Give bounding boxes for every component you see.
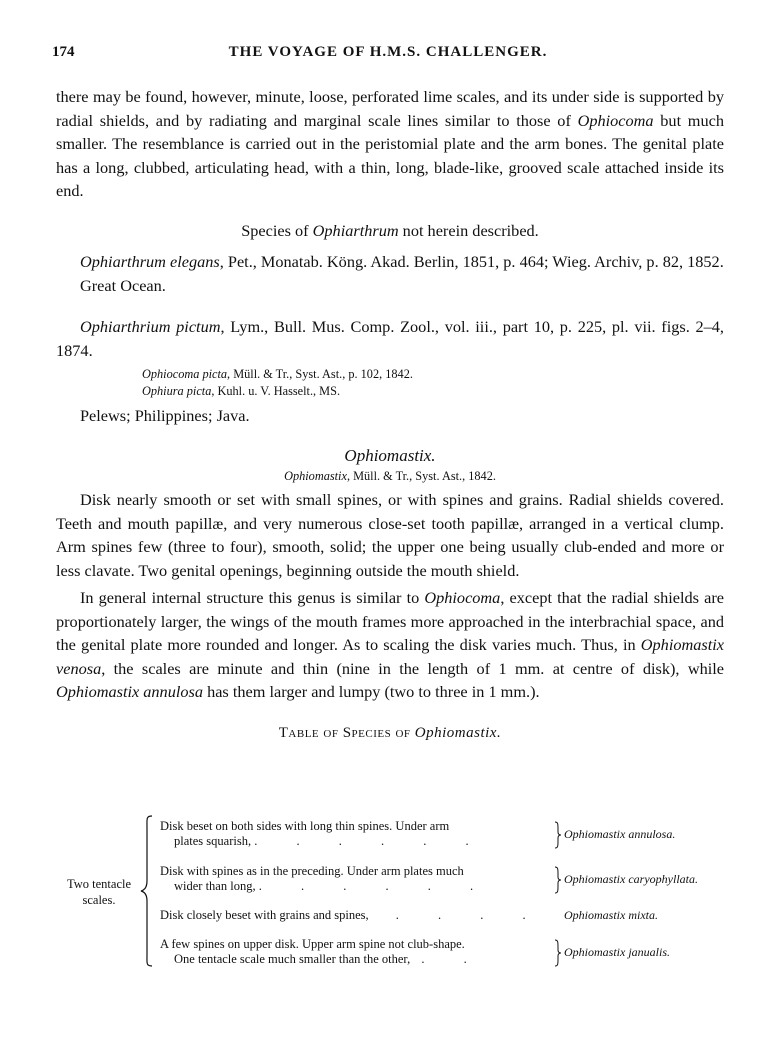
body-text [56,85,724,745]
right-brace [554,939,562,967]
species-name: Ophiomastix caryophyllata. [564,872,698,886]
table-row [160,937,740,973]
species-name: Ophiomastix annulosa. [564,827,676,841]
right-brace [554,821,562,849]
table-row [160,819,740,855]
genus-structure-paragraph: In general internal structure this genus is similar to Ophiocoma, except that the radial shields are proportionately larger, the wings of the mouth frames more approached in the interbrachial space, and the genital plate more rounded and longer. As to scaling the disk varies much. Thus, in Ophiomastix venosa, the scales are minute and thin (nine in the length of 1 mm. at centre of disk), while Ophiomastix annulosa has them larger and lumpy (two to three in 1 mm.). [56,588,724,701]
species-heading: Species of Ophiarthrum not herein described. [241,220,539,240]
species-name: Ophiomastix janualis. [564,945,671,959]
species-name: Ophiomastix mixta. [564,908,658,922]
table-title: Table of Species of Ophiomastix. [278,724,502,741]
synonym: Ophiura picta, Kuhl. u. V. Hasselt., MS. [142,384,341,398]
table-row-label: Two tentacle scales. [66,877,132,907]
species-locality: Great Ocean. [80,275,166,295]
table-row [160,864,740,900]
synonym: Ophiocoma picta, Müll. & Tr., Syst. Ast., p. 102, 1842. [142,367,413,381]
intro-paragraph: there may be found, however, minute, loose, perforated lime scales, and its under side is supported by radial shields, and by radiating and marginal scale lines similar to those of Ophiocoma but much smaller. The resemblance is carried out in the peristomial plate and the arm bones. The genital plate has a long, clubbed, articulating head, with a thin, long, blade-like, grooved scale attached inside its end. [56,87,724,200]
row-description: A few spines on upper disk. Upper arm spine not club-shape. One tentacle scale much smaller than the other, . . [160,937,485,966]
page-number: 174 [52,44,75,60]
genus-description: Disk nearly smooth or set with small spines, or with spines and grains. Radial shields covered. Teeth and mouth papillæ, and very numerous close-set tooth papillæ, arranged in a vertical clump. Arm spines few (three to four), smooth, solid; the upper one being usually club-ended and more or less clavate. Two genital openings, beginning outside the mouth shield. [56,490,724,580]
species-entry: Ophiarthrium pictum, Lym., Bull. Mus. Comp. Zool., vol. iii., part 10, p. 225, pl. vii. figs. 2–4, 1874. [56,317,724,360]
species-locality: Pelews; Philippines; Java. [80,406,250,425]
row-description: Disk beset on both sides with long thin spines. Under arm plates squarish, . . . . . . [160,819,487,848]
genus-title: Ophiomastix. [344,445,436,465]
row-description: Disk closely beset with grains and spines, . . . . [160,908,544,922]
right-brace [554,866,562,894]
species-key-table [52,815,732,975]
table-row [160,908,740,928]
species-entry: Ophiarthrum elegans, Pet., Monatab. Köng. Akad. Berlin, 1851, p. 464; Wieg. Archiv, p. 82, 1852. [80,252,724,271]
row-description: Disk with spines as in the preceding. Under arm plates much wider than long, . . . . . . [160,864,492,893]
synonym-list [56,366,724,400]
left-brace [140,815,154,967]
genus-synonym: Ophiomastix, Müll. & Tr., Syst. Ast., 1842. [284,469,496,483]
page-header [52,44,724,68]
running-title: THE VOYAGE OF H.M.S. CHALLENGER. [228,44,548,60]
